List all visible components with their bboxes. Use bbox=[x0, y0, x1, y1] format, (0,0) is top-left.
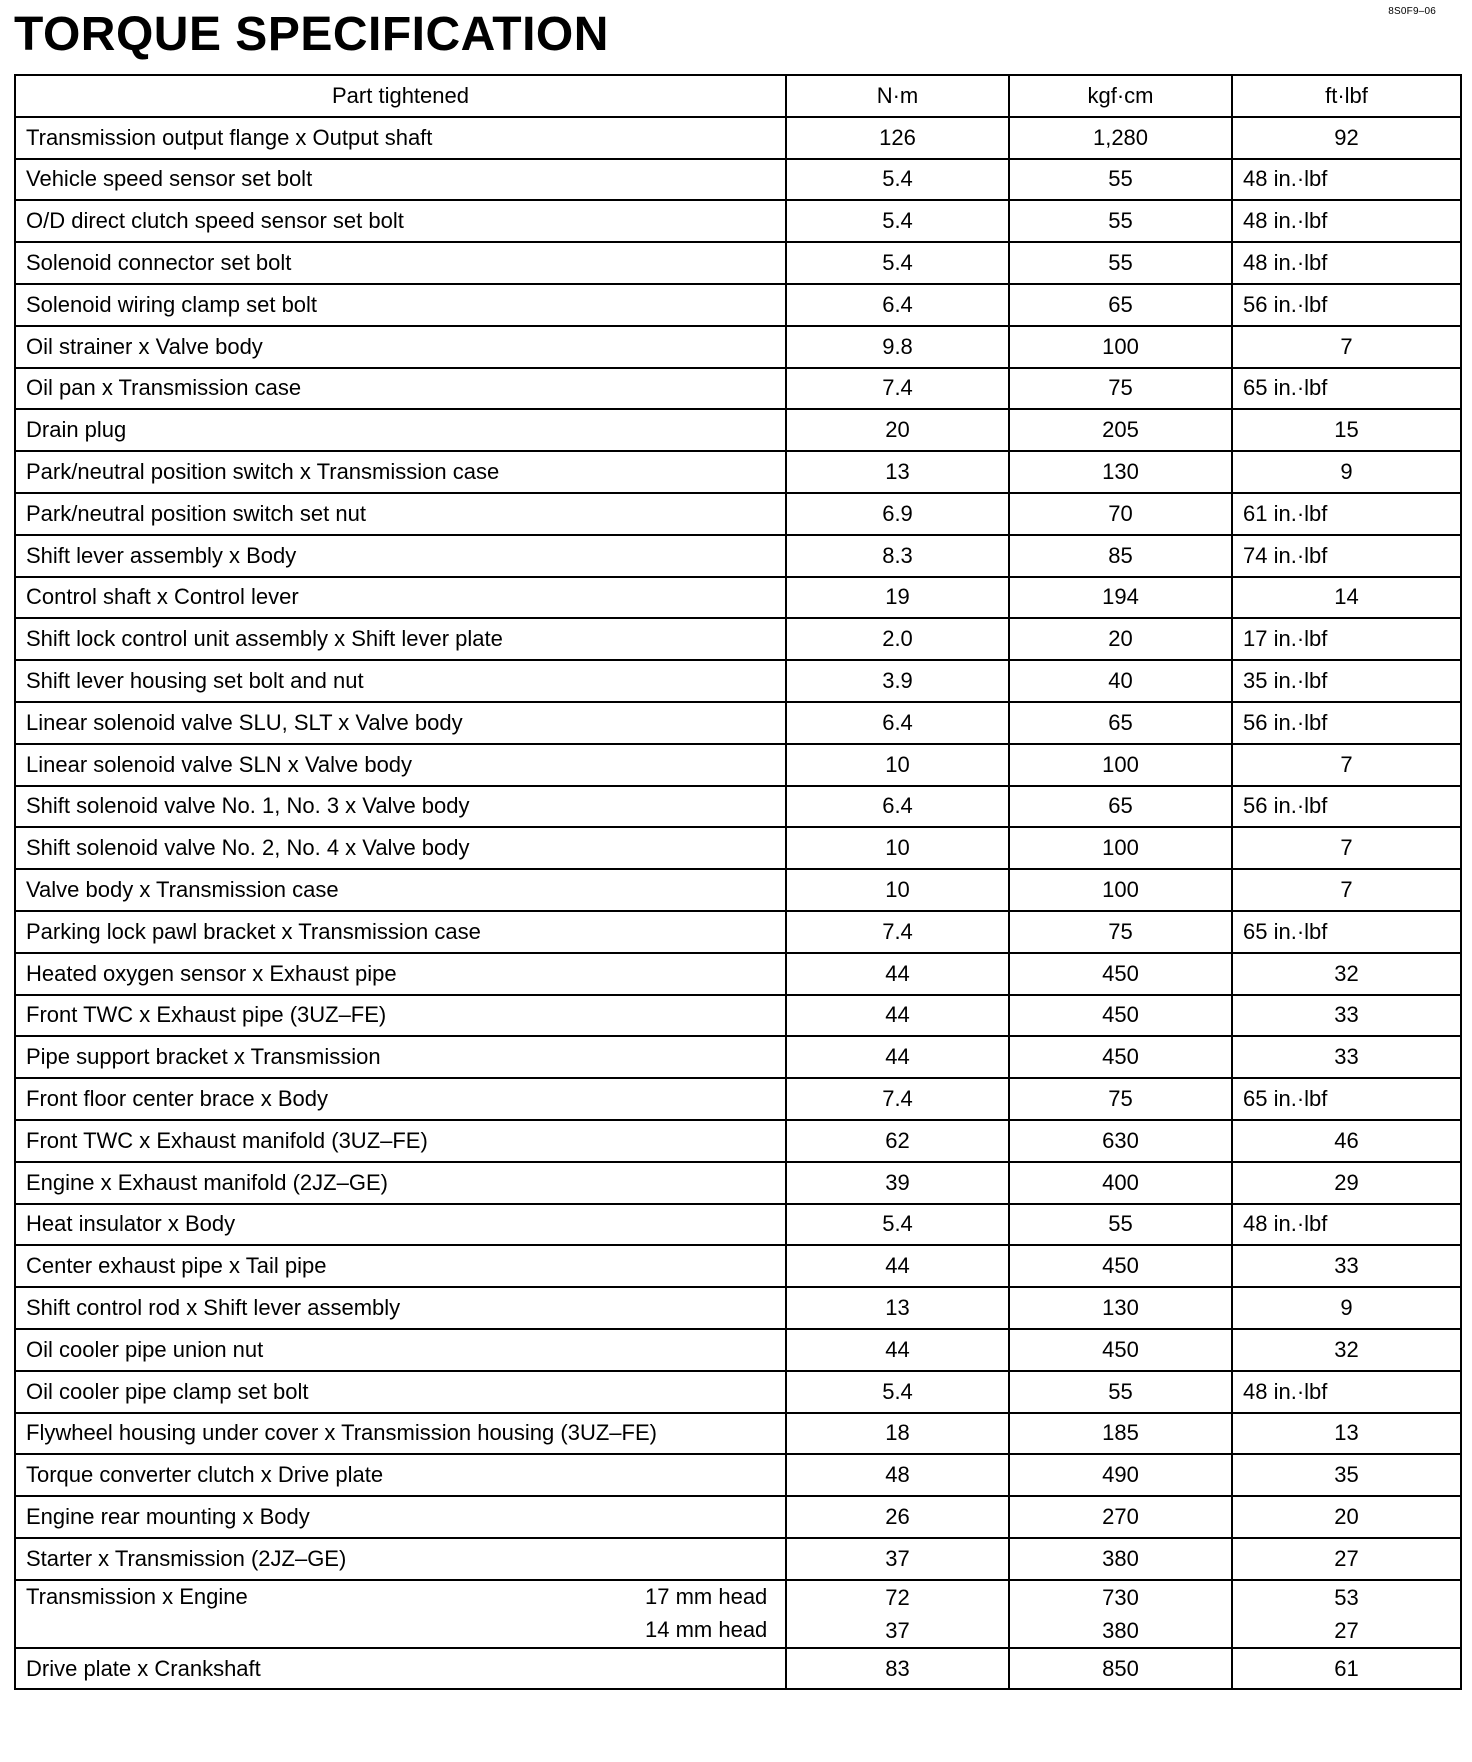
nm-cell: 2.0 bbox=[786, 618, 1009, 660]
part-cell: Oil strainer x Valve body bbox=[15, 326, 786, 368]
part-cell: Valve body x Transmission case bbox=[15, 869, 786, 911]
kgf-cell: 75 bbox=[1009, 911, 1232, 953]
ftlbf-cell: 61 in.·lbf bbox=[1232, 493, 1461, 535]
head-size-label: 17 mm head bbox=[645, 1584, 768, 1610]
part-cell: Oil pan x Transmission case bbox=[15, 368, 786, 410]
nm-cell: 5.4 bbox=[786, 159, 1009, 201]
part-cell: Drain plug bbox=[15, 409, 786, 451]
ftlbf-cell: 9 bbox=[1232, 1287, 1461, 1329]
ftlbf-cell: 7 bbox=[1232, 326, 1461, 368]
ftlbf-cell: 7 bbox=[1232, 869, 1461, 911]
ftlbf-cell: 48 in.·lbf bbox=[1232, 1371, 1461, 1413]
part-cell: Shift lever housing set bolt and nut bbox=[15, 660, 786, 702]
kgf-cell: 194 bbox=[1009, 577, 1232, 619]
table-row bbox=[15, 1204, 1461, 1246]
ftlbf-cell: 92 bbox=[1232, 117, 1461, 159]
nm-cell: 10 bbox=[786, 744, 1009, 786]
table-row bbox=[15, 159, 1461, 201]
nm-cell: 10 bbox=[786, 827, 1009, 869]
part-cell: Solenoid wiring clamp set bolt bbox=[15, 284, 786, 326]
part-cell bbox=[15, 1580, 786, 1648]
kgf-cell: 380 bbox=[1009, 1538, 1232, 1580]
part-cell: Transmission output flange x Output shaft bbox=[15, 117, 786, 159]
kgf-cell: 100 bbox=[1009, 827, 1232, 869]
kgf-cell bbox=[1009, 1580, 1232, 1648]
table-row bbox=[15, 1329, 1461, 1371]
table-row bbox=[15, 1454, 1461, 1496]
table-row bbox=[15, 786, 1461, 828]
ftlbf-cell: 20 bbox=[1232, 1496, 1461, 1538]
kgf-cell: 85 bbox=[1009, 535, 1232, 577]
header-kgf: kgf·cm bbox=[1009, 75, 1232, 117]
nm-cell: 9.8 bbox=[786, 326, 1009, 368]
nm-cell: 10 bbox=[786, 869, 1009, 911]
part-cell: Heated oxygen sensor x Exhaust pipe bbox=[15, 953, 786, 995]
table-row bbox=[15, 869, 1461, 911]
ftlbf-cell: 56 in.·lbf bbox=[1232, 284, 1461, 326]
nm-cell: 44 bbox=[786, 1036, 1009, 1078]
part-cell: Heat insulator x Body bbox=[15, 1204, 786, 1246]
ftlbf-cell: 35 in.·lbf bbox=[1232, 660, 1461, 702]
part-cell: Front TWC x Exhaust pipe (3UZ–FE) bbox=[15, 995, 786, 1037]
part-sub-line bbox=[26, 1581, 775, 1614]
table-row bbox=[15, 284, 1461, 326]
ft-cell bbox=[1232, 1580, 1461, 1648]
kgf-cell: 20 bbox=[1009, 618, 1232, 660]
ftlbf-cell: 17 in.·lbf bbox=[1232, 618, 1461, 660]
kgf-cell: 65 bbox=[1009, 786, 1232, 828]
nm-cell: 39 bbox=[786, 1162, 1009, 1204]
nm-cell: 7.4 bbox=[786, 368, 1009, 410]
nm-cell: 20 bbox=[786, 409, 1009, 451]
table-row bbox=[15, 242, 1461, 284]
kgf-cell: 100 bbox=[1009, 869, 1232, 911]
nm-cell: 126 bbox=[786, 117, 1009, 159]
page-title: TORQUE SPECIFICATION bbox=[14, 8, 609, 61]
part-cell: Linear solenoid valve SLU, SLT x Valve body bbox=[15, 702, 786, 744]
ftlbf-cell: 33 bbox=[1232, 1036, 1461, 1078]
table-row bbox=[15, 1078, 1461, 1120]
kgf-cell: 130 bbox=[1009, 1287, 1232, 1329]
kgf-cell: 450 bbox=[1009, 1245, 1232, 1287]
table-row bbox=[15, 1287, 1461, 1329]
header-nm: N·m bbox=[786, 75, 1009, 117]
table-row bbox=[15, 1245, 1461, 1287]
table-row bbox=[15, 1538, 1461, 1580]
table-row bbox=[15, 911, 1461, 953]
ftlbf-cell: 65 in.·lbf bbox=[1232, 368, 1461, 410]
kgf-cell: 70 bbox=[1009, 493, 1232, 535]
table-row bbox=[15, 702, 1461, 744]
nm-value: 37 bbox=[885, 1617, 910, 1643]
kgf-cell: 185 bbox=[1009, 1413, 1232, 1455]
kgf-cell: 130 bbox=[1009, 451, 1232, 493]
part-cell: Starter x Transmission (2JZ–GE) bbox=[15, 1538, 786, 1580]
part-cell: O/D direct clutch speed sensor set bolt bbox=[15, 200, 786, 242]
ftlbf-cell: 27 bbox=[1232, 1538, 1461, 1580]
nm-cell: 18 bbox=[786, 1413, 1009, 1455]
part-cell: Oil cooler pipe union nut bbox=[15, 1329, 786, 1371]
ftlbf-cell: 33 bbox=[1232, 1245, 1461, 1287]
part-cell: Shift solenoid valve No. 1, No. 3 x Valve body bbox=[15, 786, 786, 828]
table-row bbox=[15, 493, 1461, 535]
nm-cell: 26 bbox=[786, 1496, 1009, 1538]
part-cell: Park/neutral position switch set nut bbox=[15, 493, 786, 535]
table-row bbox=[15, 535, 1461, 577]
kgf-cell: 65 bbox=[1009, 702, 1232, 744]
kgf-cell: 450 bbox=[1009, 1329, 1232, 1371]
nm-cell bbox=[786, 1580, 1009, 1648]
table-row bbox=[15, 1162, 1461, 1204]
part-cell: Front TWC x Exhaust manifold (3UZ–FE) bbox=[15, 1120, 786, 1162]
kgf-cell: 450 bbox=[1009, 995, 1232, 1037]
header-row bbox=[15, 75, 1461, 117]
kgf-cell: 55 bbox=[1009, 242, 1232, 284]
part-cell: Engine rear mounting x Body bbox=[15, 1496, 786, 1538]
part-cell: Shift control rod x Shift lever assembly bbox=[15, 1287, 786, 1329]
header-part: Part tightened bbox=[15, 75, 786, 117]
nm-cell: 5.4 bbox=[786, 200, 1009, 242]
part-cell: Drive plate x Crankshaft bbox=[15, 1648, 786, 1690]
ftlbf-cell: 29 bbox=[1232, 1162, 1461, 1204]
kgf-cell: 75 bbox=[1009, 1078, 1232, 1120]
kgf-cell: 40 bbox=[1009, 660, 1232, 702]
ftlbf-cell: 33 bbox=[1232, 995, 1461, 1037]
table-body bbox=[15, 117, 1461, 1690]
nm-cell: 6.9 bbox=[786, 493, 1009, 535]
nm-cell: 44 bbox=[786, 1329, 1009, 1371]
part-cell: Engine x Exhaust manifold (2JZ–GE) bbox=[15, 1162, 786, 1204]
table-row bbox=[15, 1371, 1461, 1413]
part-cell: Shift lock control unit assembly x Shift lever plate bbox=[15, 618, 786, 660]
part-sub-line bbox=[26, 1614, 775, 1647]
ftlbf-cell: 48 in.·lbf bbox=[1232, 1204, 1461, 1246]
ftlbf-cell: 14 bbox=[1232, 577, 1461, 619]
kgf-cell: 55 bbox=[1009, 1371, 1232, 1413]
part-cell: Linear solenoid valve SLN x Valve body bbox=[15, 744, 786, 786]
kgf-cell: 55 bbox=[1009, 159, 1232, 201]
part-cell: Solenoid connector set bolt bbox=[15, 242, 786, 284]
kgf-value: 730 bbox=[1102, 1584, 1139, 1610]
table-row-multi bbox=[15, 1580, 1461, 1648]
nm-cell: 6.4 bbox=[786, 702, 1009, 744]
table-row bbox=[15, 409, 1461, 451]
kgf-cell: 55 bbox=[1009, 1204, 1232, 1246]
kgf-cell: 100 bbox=[1009, 326, 1232, 368]
part-cell: Parking lock pawl bracket x Transmission case bbox=[15, 911, 786, 953]
part-cell: Front floor center brace x Body bbox=[15, 1078, 786, 1120]
table-row bbox=[15, 326, 1461, 368]
ftlbf-cell: 13 bbox=[1232, 1413, 1461, 1455]
table-row bbox=[15, 577, 1461, 619]
document-code: 8S0F9–06 bbox=[1388, 6, 1436, 17]
nm-cell: 6.4 bbox=[786, 284, 1009, 326]
nm-cell: 3.9 bbox=[786, 660, 1009, 702]
ftlbf-cell: 9 bbox=[1232, 451, 1461, 493]
ftlbf-cell: 56 in.·lbf bbox=[1232, 702, 1461, 744]
part-cell: Flywheel housing under cover x Transmission housing (3UZ–FE) bbox=[15, 1413, 786, 1455]
table-row bbox=[15, 1496, 1461, 1538]
nm-cell: 5.4 bbox=[786, 1204, 1009, 1246]
ft-value: 27 bbox=[1334, 1617, 1359, 1643]
header-ft: ft·lbf bbox=[1232, 75, 1461, 117]
kgf-cell: 65 bbox=[1009, 284, 1232, 326]
ftlbf-cell: 35 bbox=[1232, 1454, 1461, 1496]
part-cell: Center exhaust pipe x Tail pipe bbox=[15, 1245, 786, 1287]
kgf-cell: 630 bbox=[1009, 1120, 1232, 1162]
part-cell: Shift lever assembly x Body bbox=[15, 535, 786, 577]
head-size-label: 14 mm head bbox=[645, 1617, 768, 1643]
nm-cell: 5.4 bbox=[786, 1371, 1009, 1413]
ftlbf-cell: 7 bbox=[1232, 744, 1461, 786]
ftlbf-cell: 48 in.·lbf bbox=[1232, 159, 1461, 201]
part-cell: Vehicle speed sensor set bolt bbox=[15, 159, 786, 201]
ftlbf-cell: 32 bbox=[1232, 1329, 1461, 1371]
kgf-cell: 400 bbox=[1009, 1162, 1232, 1204]
ft-value: 53 bbox=[1334, 1584, 1359, 1610]
nm-cell: 13 bbox=[786, 1287, 1009, 1329]
kgf-cell: 450 bbox=[1009, 953, 1232, 995]
ftlbf-cell: 7 bbox=[1232, 827, 1461, 869]
part-name: Transmission x Engine bbox=[26, 1584, 248, 1610]
table-row bbox=[15, 1120, 1461, 1162]
part-cell: Pipe support bracket x Transmission bbox=[15, 1036, 786, 1078]
part-cell: Control shaft x Control lever bbox=[15, 577, 786, 619]
kgf-cell: 100 bbox=[1009, 744, 1232, 786]
kgf-cell: 450 bbox=[1009, 1036, 1232, 1078]
table-row bbox=[15, 827, 1461, 869]
nm-cell: 44 bbox=[786, 1245, 1009, 1287]
torque-spec-table bbox=[14, 74, 1462, 1690]
nm-value: 72 bbox=[885, 1584, 910, 1610]
table-row bbox=[15, 451, 1461, 493]
nm-cell: 48 bbox=[786, 1454, 1009, 1496]
ftlbf-cell: 65 in.·lbf bbox=[1232, 1078, 1461, 1120]
table-row bbox=[15, 953, 1461, 995]
table-row bbox=[15, 368, 1461, 410]
nm-cell: 8.3 bbox=[786, 535, 1009, 577]
part-cell: Shift solenoid valve No. 2, No. 4 x Valve body bbox=[15, 827, 786, 869]
nm-cell: 7.4 bbox=[786, 911, 1009, 953]
kgf-cell: 1,280 bbox=[1009, 117, 1232, 159]
ftlbf-cell: 46 bbox=[1232, 1120, 1461, 1162]
ftlbf-cell: 48 in.·lbf bbox=[1232, 242, 1461, 284]
nm-cell: 13 bbox=[786, 451, 1009, 493]
nm-cell: 62 bbox=[786, 1120, 1009, 1162]
kgf-cell: 75 bbox=[1009, 368, 1232, 410]
nm-cell: 37 bbox=[786, 1538, 1009, 1580]
kgf-cell: 490 bbox=[1009, 1454, 1232, 1496]
kgf-cell: 205 bbox=[1009, 409, 1232, 451]
nm-cell: 44 bbox=[786, 995, 1009, 1037]
table-row bbox=[15, 744, 1461, 786]
table-row bbox=[15, 995, 1461, 1037]
table-row bbox=[15, 200, 1461, 242]
nm-cell: 5.4 bbox=[786, 242, 1009, 284]
nm-cell: 19 bbox=[786, 577, 1009, 619]
nm-cell: 6.4 bbox=[786, 786, 1009, 828]
ftlbf-cell: 74 in.·lbf bbox=[1232, 535, 1461, 577]
table-row bbox=[15, 660, 1461, 702]
table-row bbox=[15, 117, 1461, 159]
nm-cell: 7.4 bbox=[786, 1078, 1009, 1120]
kgf-value: 380 bbox=[1102, 1617, 1139, 1643]
table-row bbox=[15, 618, 1461, 660]
part-cell: Park/neutral position switch x Transmission case bbox=[15, 451, 786, 493]
ftlbf-cell: 15 bbox=[1232, 409, 1461, 451]
part-cell: Torque converter clutch x Drive plate bbox=[15, 1454, 786, 1496]
nm-cell: 44 bbox=[786, 953, 1009, 995]
kgf-cell: 850 bbox=[1009, 1648, 1232, 1690]
kgf-cell: 55 bbox=[1009, 200, 1232, 242]
table-row bbox=[15, 1036, 1461, 1078]
ftlbf-cell: 65 in.·lbf bbox=[1232, 911, 1461, 953]
table-row bbox=[15, 1413, 1461, 1455]
ftlbf-cell: 32 bbox=[1232, 953, 1461, 995]
ftlbf-cell: 56 in.·lbf bbox=[1232, 786, 1461, 828]
part-cell: Oil cooler pipe clamp set bolt bbox=[15, 1371, 786, 1413]
ftlbf-cell: 61 bbox=[1232, 1648, 1461, 1690]
nm-cell: 83 bbox=[786, 1648, 1009, 1690]
kgf-cell: 270 bbox=[1009, 1496, 1232, 1538]
ftlbf-cell: 48 in.·lbf bbox=[1232, 200, 1461, 242]
table-row bbox=[15, 1648, 1461, 1690]
